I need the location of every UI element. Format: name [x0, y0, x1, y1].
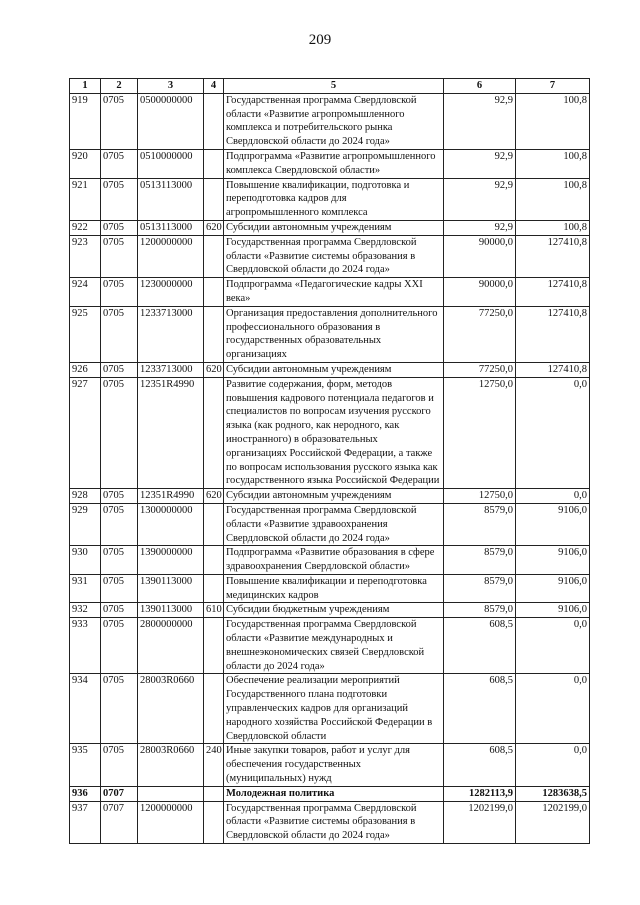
section-code: 0705 [101, 93, 138, 149]
amount-year-1: 1282113,9 [444, 786, 516, 801]
target-article-code: 0513113000 [138, 178, 204, 220]
item-name: Подпрограмма «Педагогические кадры XXI века» [224, 278, 444, 307]
target-article-code: 12351R4990 [138, 377, 204, 488]
amount-year-2: 100,8 [516, 178, 590, 220]
expense-type-code [204, 674, 224, 744]
amount-year-2: 0,0 [516, 674, 590, 744]
table-row [70, 220, 590, 235]
amount-year-2: 100,8 [516, 220, 590, 235]
amount-year-1: 12750,0 [444, 489, 516, 504]
section-code: 0705 [101, 574, 138, 603]
row-number: 926 [70, 362, 101, 377]
item-name: Развитие содержания, форм, методов повышения кадрового потенциала педагогов и специалистов по вопросам изучения русского языка (как родного, как неродного, как иностранного) в образовательных организациях Российской Федерации, а также по вопросам использования русского языка как государственного языка Российской Федерации [224, 377, 444, 488]
table-row [70, 786, 590, 801]
target-article-code: 1200000000 [138, 235, 204, 277]
item-name: Повышение квалификации, подготовка и переподготовка кадров для агропромышленного комплекса [224, 178, 444, 220]
item-name: Молодежная политика [224, 786, 444, 801]
amount-year-2: 127410,8 [516, 362, 590, 377]
expense-type-code: 240 [204, 744, 224, 786]
amount-year-1: 92,9 [444, 220, 516, 235]
item-name: Государственная программа Свердловской области «Развитие системы образования в Свердловской области до 2024 года» [224, 235, 444, 277]
row-number: 927 [70, 377, 101, 488]
section-code: 0705 [101, 278, 138, 307]
table-row [70, 93, 590, 149]
column-header: 4 [204, 79, 224, 94]
expense-type-code [204, 801, 224, 843]
target-article-code: 0510000000 [138, 149, 204, 178]
target-article-code: 0500000000 [138, 93, 204, 149]
expense-type-code: 620 [204, 220, 224, 235]
page-number: 209 [308, 32, 332, 48]
target-article-code: 1200000000 [138, 801, 204, 843]
row-number: 924 [70, 278, 101, 307]
section-code: 0705 [101, 306, 138, 362]
expense-type-code [204, 93, 224, 149]
item-name: Иные закупки товаров, работ и услуг для обеспечения государственных (муниципальных) нужд [224, 744, 444, 786]
column-header: 7 [516, 79, 590, 94]
amount-year-2: 9106,0 [516, 503, 590, 545]
row-number: 933 [70, 618, 101, 674]
target-article-code: 1300000000 [138, 503, 204, 545]
row-number: 920 [70, 149, 101, 178]
expense-type-code: 620 [204, 362, 224, 377]
target-article-code: 1390113000 [138, 574, 204, 603]
amount-year-2: 0,0 [516, 489, 590, 504]
item-name: Обеспечение реализации мероприятий Государственного плана подготовки управленческих кадров для организаций народного хозяйства Российской Федерации в Свердловской области [224, 674, 444, 744]
table-row [70, 618, 590, 674]
target-article-code: 1233713000 [138, 306, 204, 362]
row-number: 923 [70, 235, 101, 277]
expense-type-code: 620 [204, 489, 224, 504]
column-header: 3 [138, 79, 204, 94]
amount-year-1: 608,5 [444, 674, 516, 744]
table-row [70, 546, 590, 575]
amount-year-1: 90000,0 [444, 278, 516, 307]
target-article-code [138, 786, 204, 801]
item-name: Субсидии автономным учреждениям [224, 362, 444, 377]
amount-year-1: 92,9 [444, 178, 516, 220]
table-row [70, 744, 590, 786]
section-code: 0705 [101, 503, 138, 545]
table-row [70, 306, 590, 362]
table-row [70, 178, 590, 220]
column-header: 6 [444, 79, 516, 94]
column-header: 2 [101, 79, 138, 94]
row-number: 919 [70, 93, 101, 149]
expense-type-code [204, 546, 224, 575]
row-number: 930 [70, 546, 101, 575]
table-row [70, 603, 590, 618]
row-number: 921 [70, 178, 101, 220]
target-article-code: 28003R0660 [138, 744, 204, 786]
expense-type-code [204, 377, 224, 488]
section-code: 0707 [101, 801, 138, 843]
amount-year-1: 1202199,0 [444, 801, 516, 843]
amount-year-1: 77250,0 [444, 306, 516, 362]
amount-year-2: 0,0 [516, 744, 590, 786]
amount-year-2: 100,8 [516, 149, 590, 178]
amount-year-1: 8579,0 [444, 603, 516, 618]
table-row [70, 574, 590, 603]
item-name: Субсидии автономным учреждениям [224, 220, 444, 235]
budget-table [69, 78, 590, 844]
row-number: 928 [70, 489, 101, 504]
amount-year-2: 100,8 [516, 93, 590, 149]
item-name: Государственная программа Свердловской области «Развитие здравоохранения Свердловской области до 2024 года» [224, 503, 444, 545]
section-code: 0707 [101, 786, 138, 801]
table-row [70, 377, 590, 488]
item-name: Подпрограмма «Развитие агропромышленного комплекса Свердловской области» [224, 149, 444, 178]
expense-type-code [204, 178, 224, 220]
target-article-code: 2800000000 [138, 618, 204, 674]
expense-type-code [204, 618, 224, 674]
amount-year-2: 1283638,5 [516, 786, 590, 801]
row-number: 935 [70, 744, 101, 786]
item-name: Государственная программа Свердловской области «Развитие агропромышленного комплекса и потребительского рынка Свердловской области до 2024 года» [224, 93, 444, 149]
target-article-code: 12351R4990 [138, 489, 204, 504]
amount-year-1: 608,5 [444, 618, 516, 674]
amount-year-1: 8579,0 [444, 546, 516, 575]
section-code: 0705 [101, 149, 138, 178]
expense-type-code [204, 503, 224, 545]
item-name: Субсидии автономным учреждениям [224, 489, 444, 504]
amount-year-2: 127410,8 [516, 278, 590, 307]
section-code: 0705 [101, 220, 138, 235]
section-code: 0705 [101, 674, 138, 744]
target-article-code: 0513113000 [138, 220, 204, 235]
expense-type-code [204, 306, 224, 362]
amount-year-1: 608,5 [444, 744, 516, 786]
item-name: Государственная программа Свердловской области «Развитие международных и внешнеэкономических связей Свердловской области до 2024 года» [224, 618, 444, 674]
amount-year-2: 127410,8 [516, 235, 590, 277]
target-article-code: 28003R0660 [138, 674, 204, 744]
table-row [70, 235, 590, 277]
row-number: 929 [70, 503, 101, 545]
amount-year-1: 8579,0 [444, 503, 516, 545]
section-code: 0705 [101, 489, 138, 504]
section-code: 0705 [101, 618, 138, 674]
amount-year-2: 1202199,0 [516, 801, 590, 843]
item-name: Субсидии бюджетным учреждениям [224, 603, 444, 618]
column-header: 1 [70, 79, 101, 94]
item-name: Повышение квалификации и переподготовка медицинских кадров [224, 574, 444, 603]
target-article-code: 1230000000 [138, 278, 204, 307]
row-number: 922 [70, 220, 101, 235]
section-code: 0705 [101, 178, 138, 220]
section-code: 0705 [101, 362, 138, 377]
row-number: 925 [70, 306, 101, 362]
row-number: 932 [70, 603, 101, 618]
section-code: 0705 [101, 603, 138, 618]
amount-year-1: 12750,0 [444, 377, 516, 488]
table-row [70, 801, 590, 843]
expense-type-code [204, 149, 224, 178]
section-code: 0705 [101, 546, 138, 575]
amount-year-2: 0,0 [516, 377, 590, 488]
expense-type-code [204, 278, 224, 307]
table-row [70, 278, 590, 307]
amount-year-2: 9106,0 [516, 546, 590, 575]
amount-year-2: 9106,0 [516, 574, 590, 603]
amount-year-1: 8579,0 [444, 574, 516, 603]
section-code: 0705 [101, 235, 138, 277]
amount-year-1: 90000,0 [444, 235, 516, 277]
amount-year-1: 92,9 [444, 93, 516, 149]
amount-year-2: 127410,8 [516, 306, 590, 362]
row-number: 936 [70, 786, 101, 801]
section-code: 0705 [101, 377, 138, 488]
table-row [70, 503, 590, 545]
row-number: 937 [70, 801, 101, 843]
row-number: 934 [70, 674, 101, 744]
expense-type-code [204, 786, 224, 801]
section-code: 0705 [101, 744, 138, 786]
item-name: Организация предоставления дополнительного профессионального образования в государственных образовательных организациях [224, 306, 444, 362]
table-row [70, 674, 590, 744]
target-article-code: 1233713000 [138, 362, 204, 377]
row-number: 931 [70, 574, 101, 603]
table-row [70, 362, 590, 377]
table-row [70, 149, 590, 178]
amount-year-1: 77250,0 [444, 362, 516, 377]
item-name: Подпрограмма «Развитие образования в сфере здравоохранения Свердловской области» [224, 546, 444, 575]
target-article-code: 1390000000 [138, 546, 204, 575]
target-article-code: 1390113000 [138, 603, 204, 618]
item-name: Государственная программа Свердловской области «Развитие системы образования в Свердловской области до 2024 года» [224, 801, 444, 843]
amount-year-2: 9106,0 [516, 603, 590, 618]
expense-type-code [204, 574, 224, 603]
amount-year-2: 0,0 [516, 618, 590, 674]
expense-type-code [204, 235, 224, 277]
amount-year-1: 92,9 [444, 149, 516, 178]
column-header: 5 [224, 79, 444, 94]
table-row [70, 489, 590, 504]
header-row [70, 79, 590, 94]
expense-type-code: 610 [204, 603, 224, 618]
